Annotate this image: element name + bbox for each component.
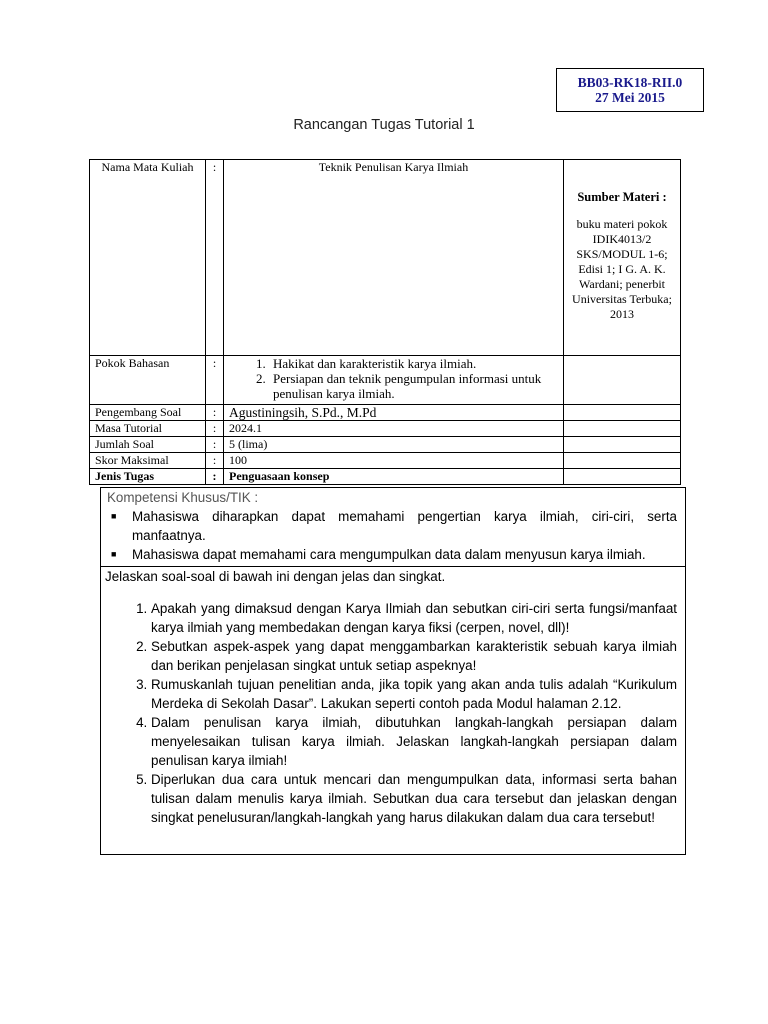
task-type-label: Jenis Tugas (90, 469, 206, 485)
list-item (111, 545, 677, 564)
list-item: 4. Dalam penulisan karya ilmiah, dibutuhkan langkah-langkah persiapan dalam menyelesaikan tulisan karya ilmiah. Jelaskan langkah-langkah persiapan dalam penulisan karya ilmiah! (151, 713, 677, 770)
competency-text: Mahasiswa diharapkan dapat memahami pengertian karya ilmiah, ciri-ciri, serta manfaatnya. (132, 509, 677, 543)
table-row (90, 437, 681, 453)
topic-list (229, 356, 558, 401)
document-date: 27 Mei 2015 (595, 90, 665, 105)
colon: : (206, 469, 224, 485)
empty-cell (564, 469, 681, 485)
square-bullet-icon: ■ (111, 511, 117, 521)
empty-cell (564, 453, 681, 469)
source-material-text: buku materi pokok IDIK4013/2 SKS/MODUL 1-6; Edisi 1; I G. A. K. Wardani; penerbit Universitas Terbuka; 2013 (572, 217, 672, 321)
empty-cell (564, 421, 681, 437)
document-code-box (556, 68, 704, 112)
topic-list-cell (224, 356, 564, 405)
tutorial-period-value: 2024.1 (224, 421, 564, 437)
colon: : (206, 356, 224, 405)
document-code: BB03-RK18-RII.0 (577, 75, 683, 90)
empty-cell (564, 437, 681, 453)
question-list (101, 599, 685, 827)
developer-value: Agustiningsih, S.Pd., M.Pd (224, 405, 564, 421)
source-material-cell (564, 160, 681, 356)
competency-text: Mahasiswa dapat memahami cara mengumpulkan data dalam menyusun karya ilmiah. (132, 547, 646, 562)
question-count-value: 5 (lima) (224, 437, 564, 453)
task-type-value: Penguasaan konsep (224, 469, 564, 485)
source-material-label: Sumber Materi : (577, 190, 667, 204)
topic-label: Pokok Bahasan (90, 356, 206, 405)
square-bullet-icon: ■ (111, 549, 117, 559)
list-item: 1. Apakah yang dimaksud dengan Karya Ilmiah dan sebutkan ciri-ciri serta fungsi/manfaat karya ilmiah yang membedakan dengan karya fiksi (cerpen, novel, dll)! (151, 599, 677, 637)
table-row (90, 453, 681, 469)
list-item (111, 507, 677, 545)
course-row (90, 160, 681, 356)
tutorial-period-label: Masa Tutorial (90, 421, 206, 437)
course-info-table (89, 159, 681, 485)
list-item: 2. Sebutkan aspek-aspek yang dapat menggambarkan karakteristik sebuah karya ilmiah dan berikan penjelasan singkat untuk setiap aspeknya! (151, 637, 677, 675)
list-item: 3. Rumuskanlah tujuan penelitian anda, jika topik yang akan anda tulis adalah “Kurikulum Merdeka di Sekolah Dasar”. Lakukan seperti contoh pada Modul halaman 2.12. (151, 675, 677, 713)
empty-cell (564, 356, 681, 405)
list-item: 1. Hakikat dan karakteristik karya ilmiah. (269, 356, 558, 371)
list-item: 5. Diperlukan dua cara untuk mencari dan mengumpulkan data, informasi serta bahan tulisan dalam menulis karya ilmiah. Sebutkan dua cara tersebut dan jelaskan dengan singkat penelusuran/langkah-langkah yang harus dilakukan dalam dua cara tersebut! (151, 770, 677, 827)
course-name-label: Nama Mata Kuliah (90, 160, 206, 356)
competency-list (101, 507, 685, 564)
course-name-value: Teknik Penulisan Karya Ilmiah (224, 160, 564, 356)
empty-cell (564, 405, 681, 421)
table-row (90, 469, 681, 485)
instruction-text: Jelaskan soal-soal di bawah ini dengan jelas dan singkat. (105, 569, 446, 584)
colon: : (206, 405, 224, 421)
question-count-label: Jumlah Soal (90, 437, 206, 453)
colon: : (206, 160, 224, 356)
table-row (90, 405, 681, 421)
developer-label: Pengembang Soal (90, 405, 206, 421)
topic-row (90, 356, 681, 405)
max-score-value: 100 (224, 453, 564, 469)
competency-heading: Kompetensi Khusus/TIK : (107, 490, 259, 505)
max-score-label: Skor Maksimal (90, 453, 206, 469)
table-row (90, 421, 681, 437)
list-item: 2. Persiapan dan teknik pengumpulan informasi untuk penulisan karya ilmiah. (269, 371, 558, 401)
colon: : (206, 421, 224, 437)
competency-and-questions-box (100, 487, 686, 855)
colon: : (206, 453, 224, 469)
page-title: Rancangan Tugas Tutorial 1 (293, 117, 475, 133)
colon: : (206, 437, 224, 453)
